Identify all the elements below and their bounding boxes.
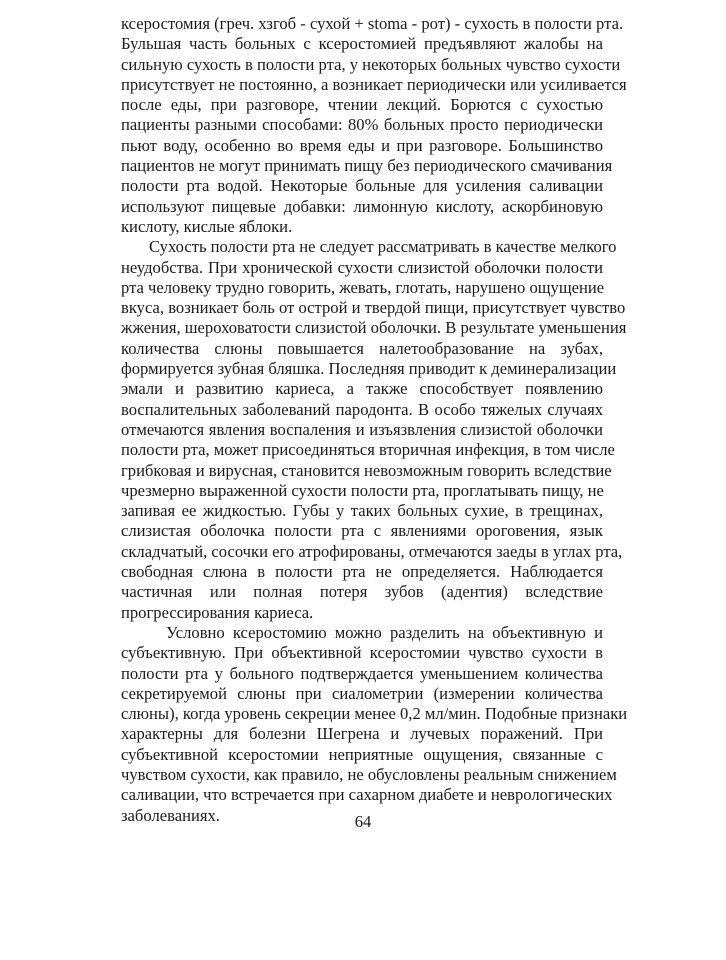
text-line: формируется зубная бляшка. Последняя приводит к деминерализации (121, 359, 617, 379)
text-line: количества слюны повышается налетообразование на зубах, (121, 338, 603, 358)
page-body (121, 14, 628, 826)
text-line: полости рта, может присоединяться вторичная инфекция, в том числе (121, 440, 615, 460)
text-line: воспалительных заболеваний пародонта. В особо тяжелых случаях (121, 399, 603, 419)
text-line: жжения, шероховатости слизистой оболочки. В результате уменьшения (121, 318, 627, 338)
text-line: используют пищевые добавки: лимонную кислоту, аскорбиновую (121, 196, 603, 216)
text-line: пациентов не могут принимать пищу без периодического смачивания (121, 156, 613, 176)
text-line: секретируемой слюны при сиалометрии (измерении количества (121, 683, 603, 703)
text-line: вкуса, возникает боль от острой и твердой пищи, присутствует чувство (121, 298, 626, 318)
text-line: запивая ее жидкостью. Губы у таких больных сухие, в трещинах, (121, 501, 603, 521)
text-line: после еды, при разговоре, чтении лекций. Борются с сухостью (121, 95, 603, 115)
text-line: чрезмерно выраженной сухости полости рта, проглатывать пищу, не (121, 480, 604, 500)
text-line: Условно ксеростомию можно разделить на объективную и (166, 622, 603, 642)
text-line: пьют воду, особенно во время еды и при разговоре. Большинство (121, 135, 603, 155)
text-line: слизистая оболочка полости рта с явлениями ороговения, язык (121, 521, 603, 541)
text-line: прогрессирования кариеса. (121, 602, 314, 622)
text-line: слюны), когда уровень секреции менее 0,2 мл/мин. Подобные признаки (121, 704, 628, 724)
paragraph-2 (121, 237, 627, 623)
text-line: саливации, что встречается при сахарном диабете и неврологических (121, 785, 613, 805)
text-line: частичная или полная потеря зубов (адентия) вследствие (121, 582, 603, 602)
text-line: кислоту, кислые яблоки. (121, 216, 293, 236)
text-line: складчатый, сосочки его атрофированы, отмечаются заеды в углах рта, (121, 541, 623, 561)
text-line: неудобства. При хронической сухости слизистой оболочки полости (121, 257, 603, 277)
text-line: грибковая и вирусная, становится невозможным говорить вследствие (121, 460, 612, 480)
text-line: субъективной ксеростомии неприятные ощущения, связанные с (121, 744, 603, 764)
text-line: чувством сухости, как правило, не обусловлены реальным снижением (121, 764, 617, 784)
text-line: полости рта у больного подтверждается уменьшением количества (121, 663, 603, 683)
paragraph-1 (121, 14, 627, 237)
text-line: сильную сухость в полости рта, у некоторых больных чувство сухости (121, 54, 621, 74)
paragraph-3 (121, 622, 628, 826)
text-line: пациенты разными способами: 80% больных просто периодически (121, 115, 603, 135)
text-line: полости рта водой. Некоторые больные для усиления саливации (121, 176, 603, 196)
page-number: 64 (354, 812, 372, 831)
text-line: свободная слюна в полости рта не определяется. Наблюдается (121, 562, 603, 582)
text-line: заболеваниях. (121, 805, 220, 825)
text-line: Бульшая часть больных с ксеростомией предъявляют жалобы на (121, 34, 603, 54)
text-line: присутствует не постоянно, а возникает периодически или усиливается (121, 74, 627, 94)
text-line: Сухость полости рта не следует рассматривать в качестве мелкого (149, 237, 617, 257)
text-line: рта человеку трудно говорить, жевать, глотать, нарушено ощущение (121, 277, 605, 297)
text-line: эмали и развитию кариеса, а также способствует появлению (121, 379, 603, 399)
text-line: отмечаются явления воспаления и изъязвления слизистой оболочки (121, 419, 603, 439)
text-line: ксеростомия (греч. хзгоб - сухой + stoma - рот) - сухость в полости рта. (121, 14, 624, 33)
text-line: характерны для болезни Шегрена и лучевых поражений. При (121, 724, 603, 744)
text-line: субъективную. При объективной ксеростомии чувство сухости в (121, 643, 603, 663)
